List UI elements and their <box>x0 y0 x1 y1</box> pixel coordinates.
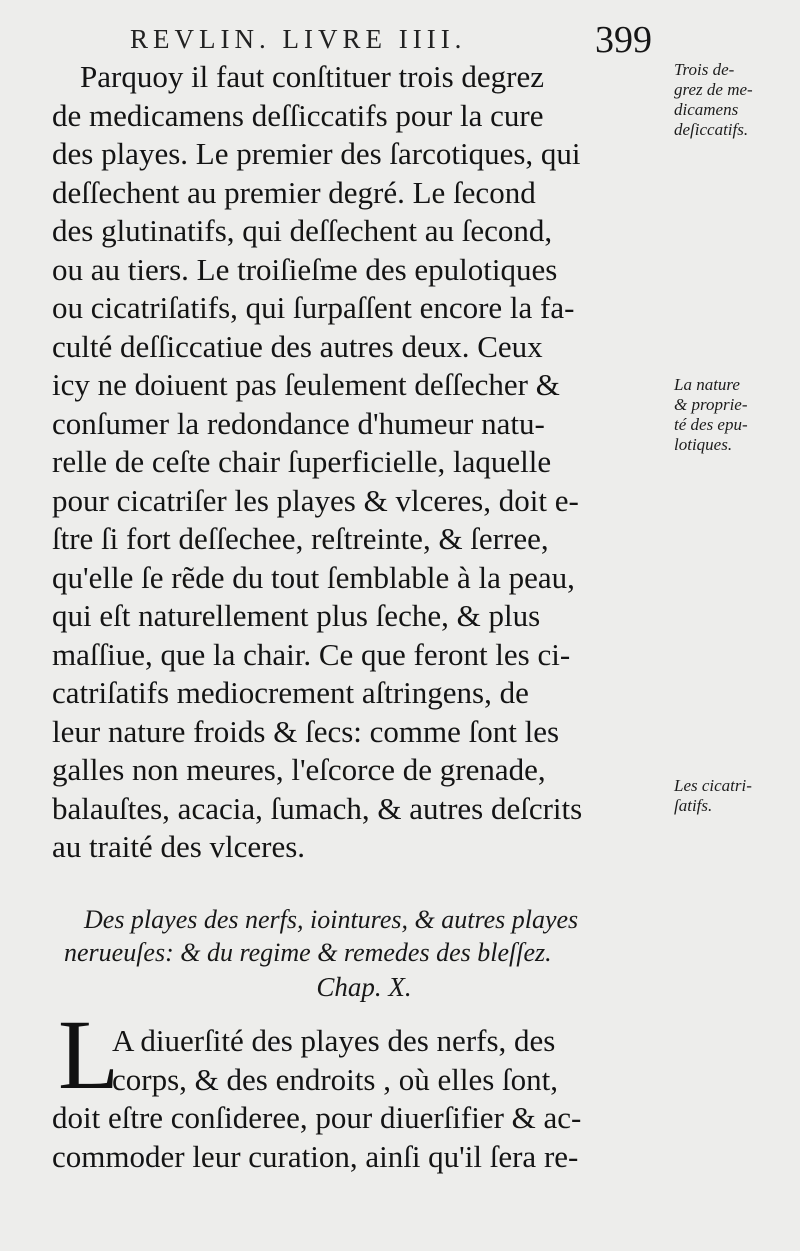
text-line: leur nature froids & ſecs: comme ſont les <box>52 713 560 749</box>
text-line: ſtre ſi fort deſſechee, reſtreinte, & ſerree, <box>52 521 549 556</box>
text-line: A diuerſité des playes des nerfs, des <box>112 1023 556 1058</box>
text-line: qui eſt naturellement plus ſeche, & plus <box>52 598 541 633</box>
drop-cap: L <box>58 999 120 1110</box>
text-line: ou au tiers. Le troiſieſme des epulotiques <box>52 251 558 287</box>
margin-note-line: dicamens <box>674 100 739 119</box>
text-line: pour cicatriſer les playes & vlceres, doit e- <box>52 482 579 518</box>
margin-note-cicatrisatifs <box>674 776 800 816</box>
text-line: des playes. Le premier des ſarcotiques, qui <box>52 136 581 171</box>
margin-note-epulotiques <box>674 375 800 455</box>
page-number: 399 <box>595 19 652 61</box>
margin-note-line: lotiques. <box>674 435 733 454</box>
margin-note-line: grez de me- <box>674 80 753 99</box>
margin-note-line: Les cicatri- <box>674 776 752 795</box>
text-line: au traité des vlceres. <box>52 829 306 864</box>
text-line: balauſtes, acacia, ſumach, & autres deſcrits <box>52 790 583 826</box>
body-text <box>52 58 672 867</box>
chapter-body <box>52 1022 682 1176</box>
margin-note-line: ſatifs. <box>674 796 713 815</box>
text-line: commoder leur curation, ainſi qu'il ſera re- <box>52 1138 579 1174</box>
text-line: qu'elle ſe rẽde du tout ſemblable à la peau, <box>52 559 575 595</box>
text-line: catriſatifs mediocrement aſtringens, de <box>52 675 529 710</box>
text-line: icy ne doiuent pas ſeulement deſſecher & <box>52 367 560 402</box>
text-line: galles non meures, l'eſcorce de grenade, <box>52 752 546 787</box>
text-line: ou cicatriſatifs, qui ſurpaſſent encore la fa- <box>52 290 575 325</box>
chapter-title-line: Des playes des nerfs, iointures, & autres playes <box>84 905 579 934</box>
margin-note-line: La nature <box>674 375 740 394</box>
text-line: Parquoy il faut conſtituer trois degrez <box>80 59 545 94</box>
chapter-heading <box>64 903 684 1005</box>
margin-note-line: Trois de- <box>674 60 735 79</box>
text-line: deſſechent au premier degré. Le ſecond <box>52 174 536 210</box>
chapter-title-line: nerueuſes: & du regime & remedes des bleſſez. <box>64 938 552 967</box>
text-line: relle de ceſte chair ſuperficielle, laquelle <box>52 444 552 479</box>
text-line: doit eſtre conſideree, pour diuerſifier & ac- <box>52 1100 582 1135</box>
margin-note-line: té des epu- <box>674 415 748 434</box>
chapter-number: Chap. X. <box>316 972 412 1002</box>
text-line: de medicamens deſſiccatifs pour la cure <box>52 97 544 133</box>
running-head: REVLIN. LIVRE IIII. <box>130 24 467 54</box>
text-line: culté deſſiccatiue des autres deux. Ceux <box>52 328 543 364</box>
text-line: des glutinatifs, qui deſſechent au ſecond, <box>52 213 553 248</box>
text-line: corps, & des endroits , où elles ſont, <box>112 1061 558 1097</box>
margin-note-line: & proprie- <box>674 395 748 414</box>
margin-note-line: deſiccatifs. <box>674 120 749 139</box>
margin-note-degrees <box>674 60 800 140</box>
text-line: conſumer la redondance d'humeur natu- <box>52 405 545 441</box>
text-line: maſſiue, que la chair. Ce que feront les ci- <box>52 636 571 672</box>
